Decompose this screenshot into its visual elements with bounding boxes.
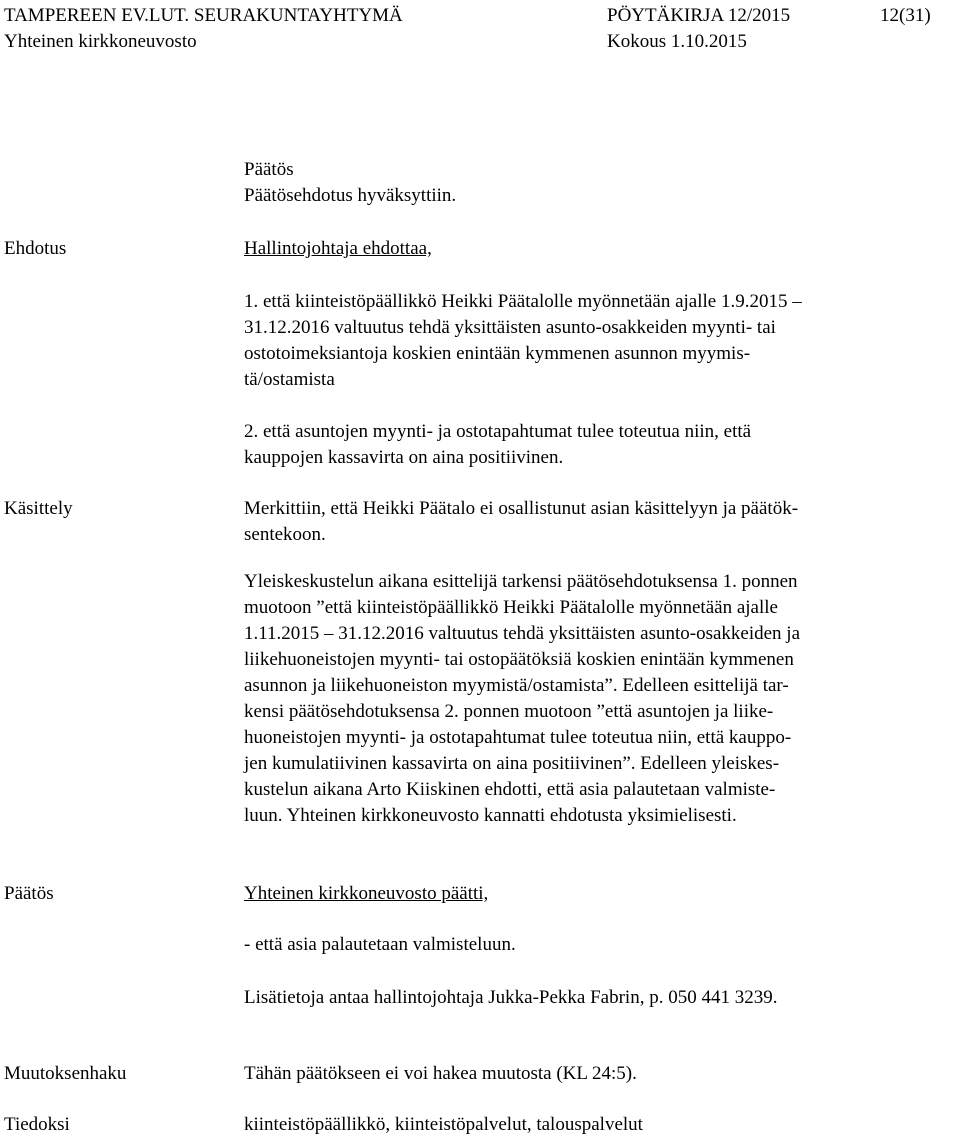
decision-contact-info: Lisätietoja antaa hallintojohtaja Jukka-Pekka Fabrin, p. 050 441 3239. [244, 987, 778, 1008]
handling-p2-line: jen kumulatiivinen kassavirta on aina positiivinen”. Edelleen yleiskes- [244, 753, 780, 774]
header-page-number: 12(31) [880, 5, 931, 26]
handling-p2-line: kensi päätösehdotuksensa 2. ponnen muotoon ”että asuntojen ja liike- [244, 701, 774, 722]
prev-decision-text: Päätösehdotus hyväksyttiin. [244, 185, 457, 206]
handling-p2-line: huoneistojen myynti- ja ostotapahtumat tulee toteutua niin, että kauppo- [244, 727, 792, 748]
handling-p2-line: asunnon ja liikehuoneiston myymistä/ostamista”. Edelleen esittelijä tar- [244, 675, 789, 696]
proposal-item1-line: tä/ostamista [244, 369, 335, 390]
handling-p1-line: Merkittiin, että Heikki Päätalo ei osallistunut asian käsittelyyn ja päätök- [244, 498, 799, 519]
handling-p1-line: sentekoon. [244, 524, 326, 545]
section-label-appeal: Muutoksenhaku [4, 1063, 127, 1084]
proposal-item2-line: kauppojen kassavirta on aina positiivinen. [244, 447, 564, 468]
section-label-notify: Tiedoksi [4, 1114, 70, 1135]
proposal-intro: Hallintojohtaja ehdottaa, [244, 238, 432, 259]
handling-p2-line: Yleiskeskustelun aikana esittelijä tarkensi päätösehdotuksensa 1. ponnen [244, 571, 798, 592]
section-label-decision: Päätös [4, 883, 54, 904]
handling-p2-line: kustelun aikana Arto Kiiskinen ehdotti, että asia palautetaan valmiste- [244, 779, 776, 800]
header-document-title: PÖYTÄKIRJA 12/2015 [607, 5, 791, 26]
header-org: TAMPEREEN EV.LUT. SEURAKUNTAYHTYMÄ [4, 5, 403, 26]
handling-p2-line: 1.11.2015 – 31.12.2016 valtuutus tehdä yksittäisten asunto-osakkeiden ja [244, 623, 801, 644]
decision-heading: Yhteinen kirkkoneuvosto päätti, [244, 883, 489, 904]
section-label-handling: Käsittely [4, 498, 73, 519]
handling-p2-line: muotoon ”että kiinteistöpäällikkö Heikki Päätalolle myönnetään ajalle [244, 597, 778, 618]
notify-recipients: kiinteistöpäällikkö, kiinteistöpalvelut, talouspalvelut [244, 1114, 643, 1135]
proposal-item1-line: 31.12.2016 valtuutus tehdä yksittäisten asunto-osakkeiden myynti- tai [244, 317, 776, 338]
proposal-item2-line: 2. että asuntojen myynti- ja ostotapahtumat tulee toteutua niin, että [244, 421, 752, 442]
header-meeting-date: Kokous 1.10.2015 [607, 31, 747, 52]
handling-p2-line: luun. Yhteinen kirkkoneuvosto kannatti ehdotusta yksimielisesti. [244, 805, 737, 826]
handling-p2-line: liikehuoneistojen myynti- tai ostopäätöksiä koskien enintään kymmenen [244, 649, 794, 670]
appeal-text: Tähän päätökseen ei voi hakea muutosta (KL 24:5). [244, 1063, 637, 1084]
proposal-item1-line: 1. että kiinteistöpäällikkö Heikki Päätalolle myönnetään ajalle 1.9.2015 – [244, 291, 802, 312]
decision-text: - että asia palautetaan valmisteluun. [244, 934, 516, 955]
section-label-proposal: Ehdotus [4, 238, 67, 259]
proposal-item1-line: ostotoimeksiantoja koskien enintään kymmenen asunnon myymis- [244, 343, 751, 364]
header-body-name: Yhteinen kirkkoneuvosto [4, 31, 197, 52]
prev-decision-title: Päätös [244, 159, 294, 180]
